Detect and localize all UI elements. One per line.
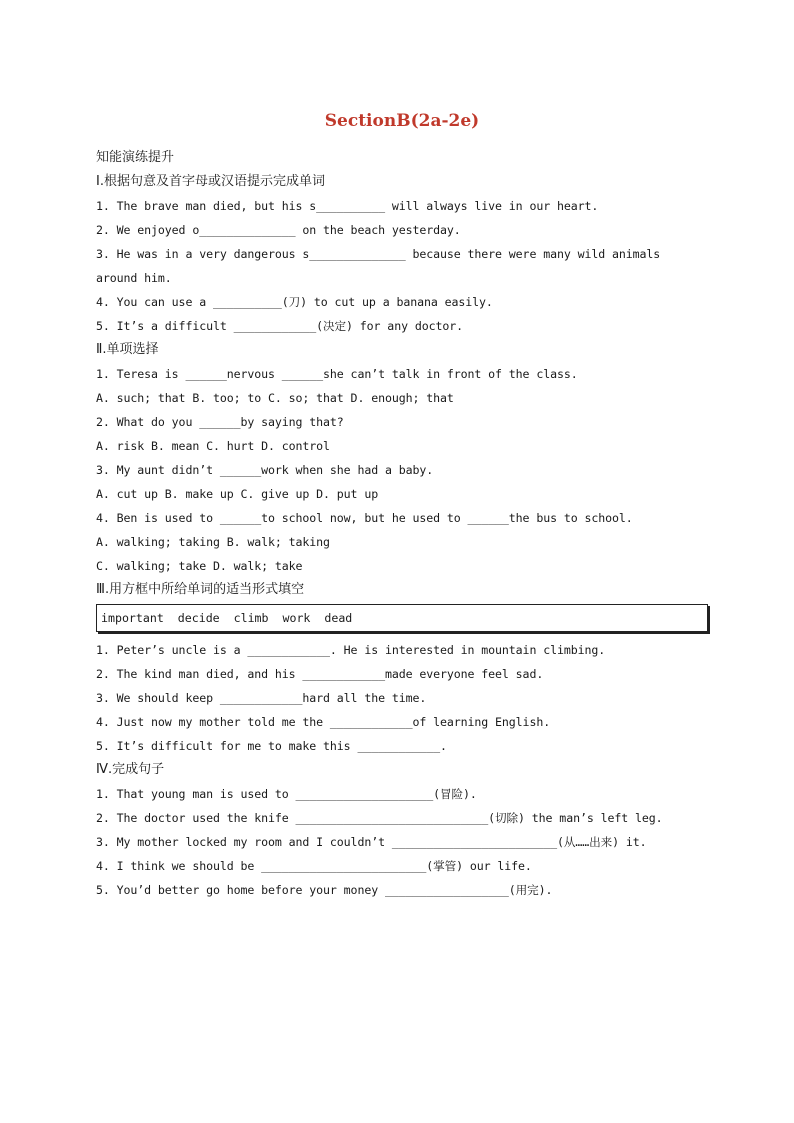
subtitle: 知能演练提升 [96,150,175,165]
question-line: 1. The brave man died, but his s__________ will always live in our heart. [96,199,599,213]
options-line: A. such; that B. too; to C. so; that D. enough; that [96,391,454,405]
question-line: 5. It’s a difficult ____________(决定) for any doctor. [96,319,463,333]
question-line: 1. That young man is used to ____________________(冒险). [96,787,477,801]
question-line: 3. My aunt didn’t ______work when she had a baby. [96,463,434,477]
page-title: SectionB(2a-2e) [324,111,480,131]
worksheet-page [96,108,708,902]
question-line: 3. We should keep ____________hard all the time. [96,691,427,705]
question-line: 4. Ben is used to ______to school now, but he used to ______the bus to school. [96,511,633,525]
options-line: A. walking; taking B. walk; taking [96,535,330,549]
word-box: important decide climb work dead [96,604,708,632]
question-line: 2. What do you ______by saying that? [96,415,344,429]
section-2-heading: Ⅱ.单项选择 [96,342,159,357]
question-line: 2. The kind man died, and his ____________made everyone feel sad. [96,667,544,681]
question-line: 4. You can use a __________(刀) to cut up a banana easily. [96,295,493,309]
options-line: A. cut up B. make up C. give up D. put up [96,487,379,501]
question-line: 1. Peter’s uncle is a ____________. He is interested in mountain climbing. [96,643,606,657]
question-line: 2. The doctor used the knife ____________________________(切除) the man’s left leg. [96,811,663,825]
question-line: 4. Just now my mother told me the ____________of learning English. [96,715,551,729]
section-1-heading: Ⅰ.根据句意及首字母或汉语提示完成单词 [96,174,325,189]
question-line: 5. It’s difficult for me to make this ____________. [96,739,447,753]
section-4-heading: Ⅳ.完成句子 [96,762,165,777]
question-line: 5. You’d better go home before your money __________________(用完). [96,883,553,897]
question-line: 3. He was in a very dangerous s______________ because there were many wild animals [96,247,661,261]
section-3-heading: Ⅲ.用方框中所给单词的适当形式填空 [96,582,305,597]
question-line: 2. We enjoyed o______________ on the beach yesterday. [96,223,461,237]
question-line: around him. [96,271,172,285]
question-line: 4. I think we should be ________________________(掌管) our life. [96,859,532,873]
options-line: C. walking; take D. walk; take [96,559,303,573]
question-line: 3. My mother locked my room and I couldn’t ________________________(从……出来) it. [96,835,647,849]
question-line: 1. Teresa is ______nervous ______she can’t talk in front of the class. [96,367,578,381]
options-line: A. risk B. mean C. hurt D. control [96,439,330,453]
